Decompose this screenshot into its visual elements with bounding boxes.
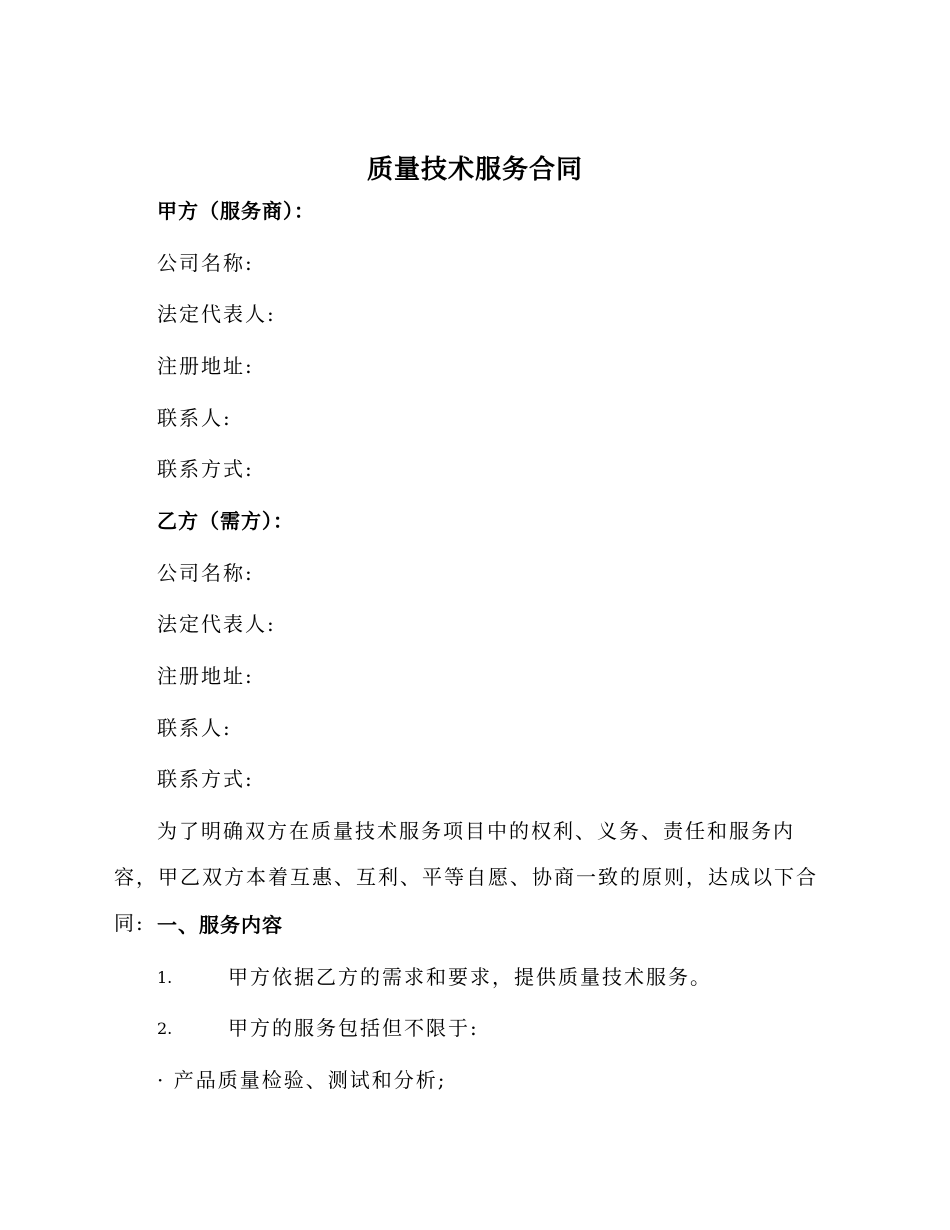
party-b-legal-rep-label: 法定代表人:	[157, 612, 276, 636]
party-b-company-label: 公司名称:	[157, 561, 254, 585]
preamble-paragraph: 为了明确双方在质量技术服务项目中的权利、义务、责任和服务内容，甲乙双方本着互惠、互利、平等自愿、协商一致的原则，达成以下合同:	[114, 819, 818, 935]
party-b-heading: 乙方（需方）：	[157, 509, 294, 533]
document-title: 质量技术服务合同	[366, 155, 583, 185]
list-item-number: 1.	[157, 968, 173, 987]
party-b-contact-info-label: 联系方式:	[157, 767, 254, 791]
party-a-contact-info-label: 联系方式:	[157, 457, 254, 481]
party-a-heading: 甲方（服务商）：	[157, 199, 315, 223]
party-a-address-label: 注册地址:	[157, 354, 254, 378]
party-a-legal-rep-label: 法定代表人:	[157, 302, 276, 326]
list-item-number: 2.	[157, 1019, 173, 1038]
list-item-text: 甲方的服务包括但不限于:	[228, 1016, 479, 1040]
list-item-text: 甲方依据乙方的需求和要求，提供质量技术服务。	[228, 965, 712, 989]
party-b-contact-person-label: 联系人:	[157, 716, 232, 740]
section-1-heading: 一、服务内容	[157, 913, 283, 937]
party-a-company-label: 公司名称:	[157, 251, 254, 275]
party-a-contact-person-label: 联系人:	[157, 406, 232, 430]
party-b-address-label: 注册地址:	[157, 664, 254, 688]
bullet-item: · 产品质量检验、测试和分析;	[157, 1068, 447, 1092]
